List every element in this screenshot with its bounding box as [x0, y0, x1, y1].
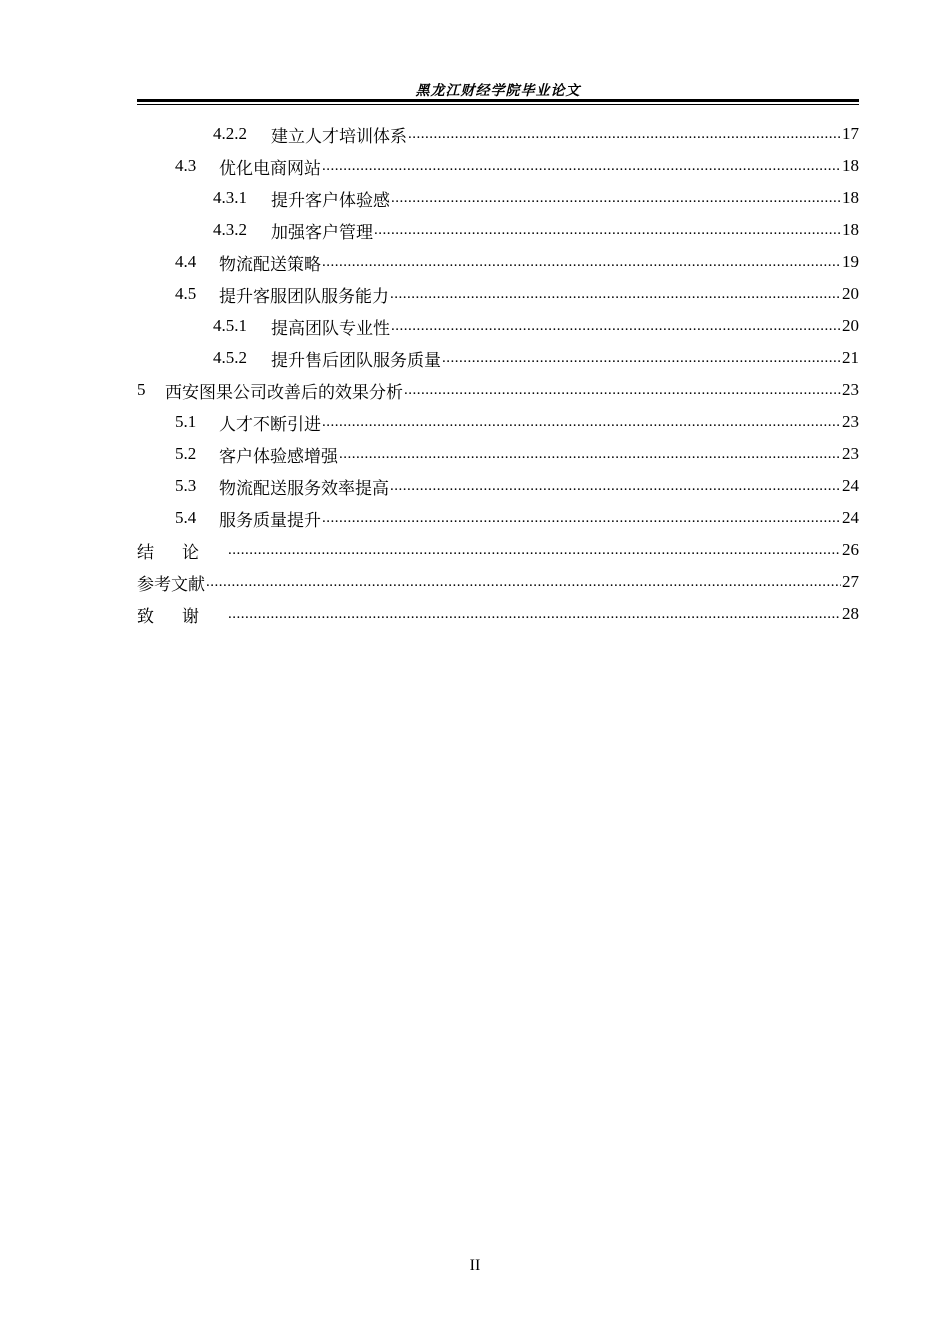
toc-dot-leader [339, 444, 841, 464]
page-number: II [469, 1257, 481, 1274]
toc-entry-title: 优化电商网站 [219, 158, 321, 178]
toc-entry-page: 21 [842, 348, 859, 367]
toc-entry-title: 加强客户管理 [271, 222, 373, 242]
toc-entry-page: 18 [842, 188, 859, 207]
toc-entry[interactable] [137, 182, 859, 214]
table-of-contents [137, 118, 859, 630]
toc-entry[interactable] [137, 534, 859, 566]
toc-entry-title: 客户体验感增强 [219, 446, 338, 466]
toc-entry[interactable] [137, 374, 859, 406]
toc-entry-page: 24 [842, 508, 859, 527]
toc-dot-leader [390, 476, 841, 496]
toc-dot-leader [391, 316, 841, 336]
running-header-title: 黑龙江财经学院毕业论文 [415, 83, 581, 99]
toc-entry-number: 5.4 [175, 508, 197, 527]
toc-entry-number: 5.2 [175, 444, 197, 463]
toc-entry-number: 4.5 [175, 284, 197, 303]
toc-entry-number: 5.3 [175, 476, 197, 495]
toc-dot-leader [322, 156, 841, 176]
toc-entry-title: 致谢 [137, 606, 227, 626]
toc-dot-leader [228, 604, 841, 624]
toc-entry-number: 4.4 [175, 252, 197, 271]
header-rule-thin [137, 104, 859, 105]
toc-entry[interactable] [137, 406, 859, 438]
toc-entry[interactable] [137, 502, 859, 534]
header-rule-thick [137, 99, 859, 102]
toc-dot-leader [206, 572, 841, 592]
toc-entry[interactable] [137, 150, 859, 182]
toc-dot-leader [322, 252, 841, 272]
toc-entry-page: 20 [842, 284, 859, 303]
toc-dot-leader [404, 380, 841, 400]
toc-entry[interactable] [137, 438, 859, 470]
toc-entry[interactable] [137, 470, 859, 502]
toc-entry-page: 28 [842, 604, 859, 623]
toc-entry-number: 4.5.1 [213, 316, 247, 335]
toc-dot-leader [322, 508, 841, 528]
toc-entry-number: 4.3 [175, 156, 197, 175]
toc-entry-title: 人才不断引进 [219, 414, 321, 434]
toc-entry-title: 建立人才培训体系 [271, 126, 407, 146]
toc-dot-leader [390, 284, 841, 304]
toc-entry-number: 4.3.2 [213, 220, 247, 239]
toc-entry-page: 24 [842, 476, 859, 495]
toc-entry-title: 结论 [137, 542, 227, 562]
toc-dot-leader [408, 124, 841, 144]
toc-entry-number: 4.3.1 [213, 188, 247, 207]
toc-entry-title: 提升客服团队服务能力 [219, 286, 389, 306]
toc-dot-leader [228, 540, 841, 560]
toc-entry-page: 26 [842, 540, 859, 559]
toc-entry[interactable] [137, 118, 859, 150]
toc-entry-page: 23 [842, 380, 859, 399]
toc-entry-number: 5.1 [175, 412, 197, 431]
toc-entry[interactable] [137, 598, 859, 630]
toc-entry-page: 20 [842, 316, 859, 335]
toc-dot-leader [374, 220, 841, 240]
toc-entry-title: 提高团队专业性 [271, 318, 390, 338]
toc-entry-title: 物流配送策略 [219, 254, 321, 274]
toc-entry-number: 5 [137, 380, 146, 399]
toc-entry-title: 物流配送服务效率提高 [219, 478, 389, 498]
toc-entry-page: 18 [842, 156, 859, 175]
toc-entry-title: 提升客户体验感 [271, 190, 390, 210]
toc-entry[interactable] [137, 310, 859, 342]
toc-dot-leader [442, 348, 841, 368]
toc-entry-page: 23 [842, 444, 859, 463]
toc-entry-title: 提升售后团队服务质量 [271, 350, 441, 370]
toc-entry[interactable] [137, 566, 859, 598]
toc-entry-page: 17 [842, 124, 859, 143]
toc-entry[interactable] [137, 278, 859, 310]
toc-entry[interactable] [137, 246, 859, 278]
toc-entry-page: 18 [842, 220, 859, 239]
toc-entry-number: 4.5.2 [213, 348, 247, 367]
toc-entry-title: 西安图果公司改善后的效果分析 [165, 382, 403, 402]
toc-entry[interactable] [137, 214, 859, 246]
toc-entry-title: 参考文献 [137, 574, 205, 594]
toc-entry[interactable] [137, 342, 859, 374]
toc-dot-leader [322, 412, 841, 432]
toc-entry-page: 19 [842, 252, 859, 271]
toc-entry-number: 4.2.2 [213, 124, 247, 143]
toc-dot-leader [391, 188, 841, 208]
toc-entry-page: 23 [842, 412, 859, 431]
toc-entry-title: 服务质量提升 [219, 510, 321, 530]
toc-entry-page: 27 [842, 572, 859, 591]
